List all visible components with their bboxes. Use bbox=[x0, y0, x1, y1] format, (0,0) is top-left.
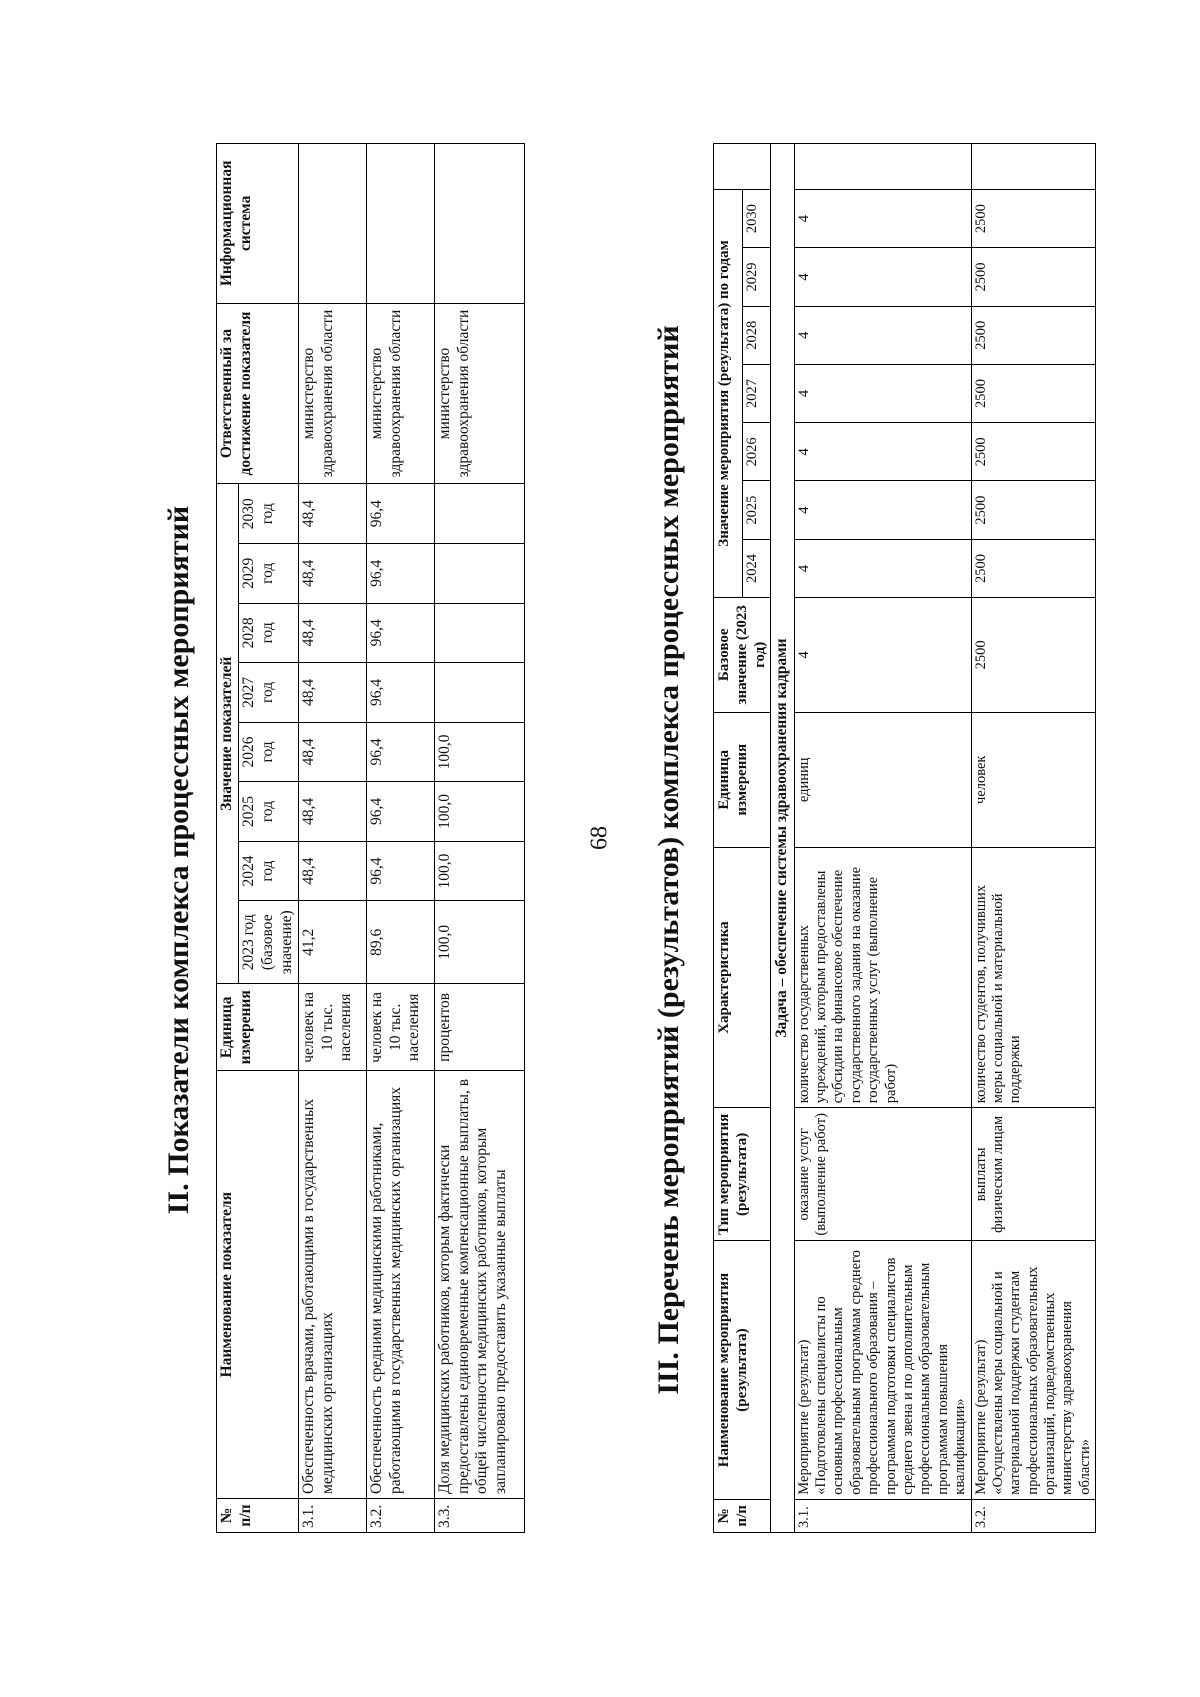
section2-title: II. Показатели комплекса процессных мероприятий bbox=[162, 505, 195, 1215]
year-value: 96,4 bbox=[366, 544, 434, 604]
measure-type: выплаты физическим лицам bbox=[971, 1108, 1096, 1241]
base-value: 89,6 bbox=[366, 901, 434, 984]
blank-cell bbox=[794, 144, 971, 190]
col-info-system-header: Информационная система bbox=[217, 144, 299, 304]
task-row bbox=[771, 144, 795, 1533]
row-num: 3.2. bbox=[366, 1498, 434, 1532]
col-blank-header bbox=[714, 144, 771, 190]
col-name-header: Наименование мероприятия (результата) bbox=[714, 1241, 771, 1499]
col-year-header: 2029 год bbox=[238, 544, 298, 604]
info-system bbox=[434, 144, 524, 304]
year-value: 2500 bbox=[971, 423, 1096, 481]
year-value: 48,4 bbox=[298, 782, 366, 842]
year-value bbox=[434, 544, 524, 604]
year-value: 48,4 bbox=[298, 484, 366, 544]
row-num: 3.1. bbox=[794, 1499, 971, 1532]
table-row bbox=[298, 144, 366, 1533]
info-system bbox=[366, 144, 434, 304]
year-value: 4 bbox=[794, 539, 971, 597]
year-value: 96,4 bbox=[366, 663, 434, 723]
col-num-header: № п/п bbox=[714, 1499, 771, 1532]
measure-type: оказание услуг (выполнение работ) bbox=[794, 1108, 971, 1241]
section3-title: III. Перечень мероприятий (результатов) комплекса процессных мероприятий bbox=[652, 325, 685, 1395]
col-values-header: Значение мероприятия (результата) по годам bbox=[714, 189, 743, 597]
year-value: 4 bbox=[794, 189, 971, 247]
year-value: 4 bbox=[794, 481, 971, 539]
year-value: 4 bbox=[794, 364, 971, 422]
base-value: 4 bbox=[794, 598, 971, 713]
col-year-header: 2024 bbox=[742, 539, 770, 597]
year-value: 100,0 bbox=[434, 722, 524, 782]
year-value: 96,4 bbox=[366, 841, 434, 901]
col-unit-header: Единица измерения bbox=[217, 984, 299, 1071]
table-row bbox=[971, 144, 1096, 1533]
col-name-header: Наименование показателя bbox=[217, 1071, 299, 1499]
responsible: министерство здравоохранения области bbox=[434, 303, 524, 484]
year-value: 2500 bbox=[971, 481, 1096, 539]
year-value: 96,4 bbox=[366, 603, 434, 663]
col-year-header: 2030 bbox=[742, 189, 770, 247]
row-num: 3.3. bbox=[434, 1498, 524, 1532]
measure-name: Мероприятие (результат) «Подготовлены специалисты по основным профессиональным образовательным программам среднего профессионального образования – программам подготовки специалистов среднего звена и по дополнительным профессиональным образовательным программам повышения квалификации» bbox=[794, 1241, 971, 1499]
year-value: 2500 bbox=[971, 306, 1096, 364]
year-value: 2500 bbox=[971, 364, 1096, 422]
year-value: 100,0 bbox=[434, 841, 524, 901]
responsible: министерство здравоохранения области bbox=[366, 303, 434, 484]
col-year-header: 2027 год bbox=[238, 663, 298, 723]
year-value: 48,4 bbox=[298, 603, 366, 663]
year-value: 2500 bbox=[971, 189, 1096, 247]
col-type-header: Тип мероприятия (результата) bbox=[714, 1108, 771, 1241]
base-value: 100,0 bbox=[434, 901, 524, 984]
year-value: 2500 bbox=[971, 248, 1096, 306]
rotated-sheet bbox=[140, 95, 1200, 1625]
indicators-table bbox=[216, 143, 525, 1533]
col-responsible-header: Ответственный за достижение показателя bbox=[217, 303, 299, 484]
year-value: 4 bbox=[794, 248, 971, 306]
indicator-name: Обеспеченность средними медицинскими работниками, работающими в государственных медицинских организациях bbox=[366, 1071, 434, 1499]
indicator-name: Обеспеченность врачами, работающими в государственных медицинских организациях bbox=[298, 1071, 366, 1499]
table-row bbox=[434, 144, 524, 1533]
year-value: 96,4 bbox=[366, 782, 434, 842]
characteristic: количество государственных учреждений, которым предоставлены субсидии на финансовое обеспечение государственного задания на оказание государственных услуг (выполнение работ) bbox=[794, 847, 971, 1107]
year-value: 48,4 bbox=[298, 841, 366, 901]
responsible: министерство здравоохранения области bbox=[298, 303, 366, 484]
col-characteristic-header: Характеристика bbox=[714, 847, 771, 1107]
year-value bbox=[434, 663, 524, 723]
measure-name: Мероприятие (результат) «Осуществлены меры социальной и материальной поддержки студентам профессиональных образовательных организаций, подведомственных министерству здравоохранения области» bbox=[971, 1241, 1096, 1499]
base-value: 2500 bbox=[971, 598, 1096, 713]
col-base-year-header: 2023 год (базовое значение) bbox=[238, 901, 298, 984]
row-num: 3.1. bbox=[298, 1498, 366, 1532]
year-value: 48,4 bbox=[298, 544, 366, 604]
unit: процентов bbox=[434, 984, 524, 1071]
unit: единиц bbox=[794, 712, 971, 847]
col-values-header: Значение показателей bbox=[217, 484, 239, 984]
col-year-header: 2024 год bbox=[238, 841, 298, 901]
info-system bbox=[298, 144, 366, 304]
year-value: 4 bbox=[794, 306, 971, 364]
base-value: 41,2 bbox=[298, 901, 366, 984]
col-year-header: 2025 bbox=[742, 481, 770, 539]
row-num: 3.2. bbox=[971, 1499, 1096, 1532]
year-value: 48,4 bbox=[298, 663, 366, 723]
characteristic: количество студентов, получивших меры социальной и материальной поддержки bbox=[971, 847, 1096, 1107]
col-year-header: 2028 год bbox=[238, 603, 298, 663]
col-unit-header: Единица измерения bbox=[714, 712, 771, 847]
measures-table bbox=[713, 143, 1096, 1533]
unit: человек на 10 тыс. населения bbox=[366, 984, 434, 1071]
col-num-header: № п/п bbox=[217, 1498, 299, 1532]
col-year-header: 2026 bbox=[742, 423, 770, 481]
year-value: 100,0 bbox=[434, 782, 524, 842]
col-year-header: 2026 год bbox=[238, 722, 298, 782]
col-year-header: 2027 bbox=[742, 364, 770, 422]
col-year-header: 2030 год bbox=[238, 484, 298, 544]
year-value bbox=[434, 484, 524, 544]
col-year-header: 2025 год bbox=[238, 782, 298, 842]
year-value: 96,4 bbox=[366, 484, 434, 544]
year-value: 4 bbox=[794, 423, 971, 481]
year-value: 48,4 bbox=[298, 722, 366, 782]
unit: человек на 10 тыс. населения bbox=[298, 984, 366, 1071]
unit: человек bbox=[971, 712, 1096, 847]
year-value: 96,4 bbox=[366, 722, 434, 782]
table-row bbox=[366, 144, 434, 1533]
year-value: 2500 bbox=[971, 539, 1096, 597]
page-number: 68 bbox=[586, 826, 613, 850]
col-year-header: 2028 bbox=[742, 306, 770, 364]
blank-cell bbox=[971, 144, 1096, 190]
table-row bbox=[794, 144, 971, 1533]
task-label: Задача – обеспечение системы здравоохранения кадрами bbox=[771, 144, 795, 1533]
indicator-name: Доля медицинских работников, которым фактически предоставлены единовременные компенсационные выплаты, в общей численности медицинских работников, которым запланировано предоставить указанные выплаты bbox=[434, 1071, 524, 1499]
col-year-header: 2029 bbox=[742, 248, 770, 306]
col-base-header: Базовое значение (2023 год) bbox=[714, 598, 771, 713]
year-value bbox=[434, 603, 524, 663]
